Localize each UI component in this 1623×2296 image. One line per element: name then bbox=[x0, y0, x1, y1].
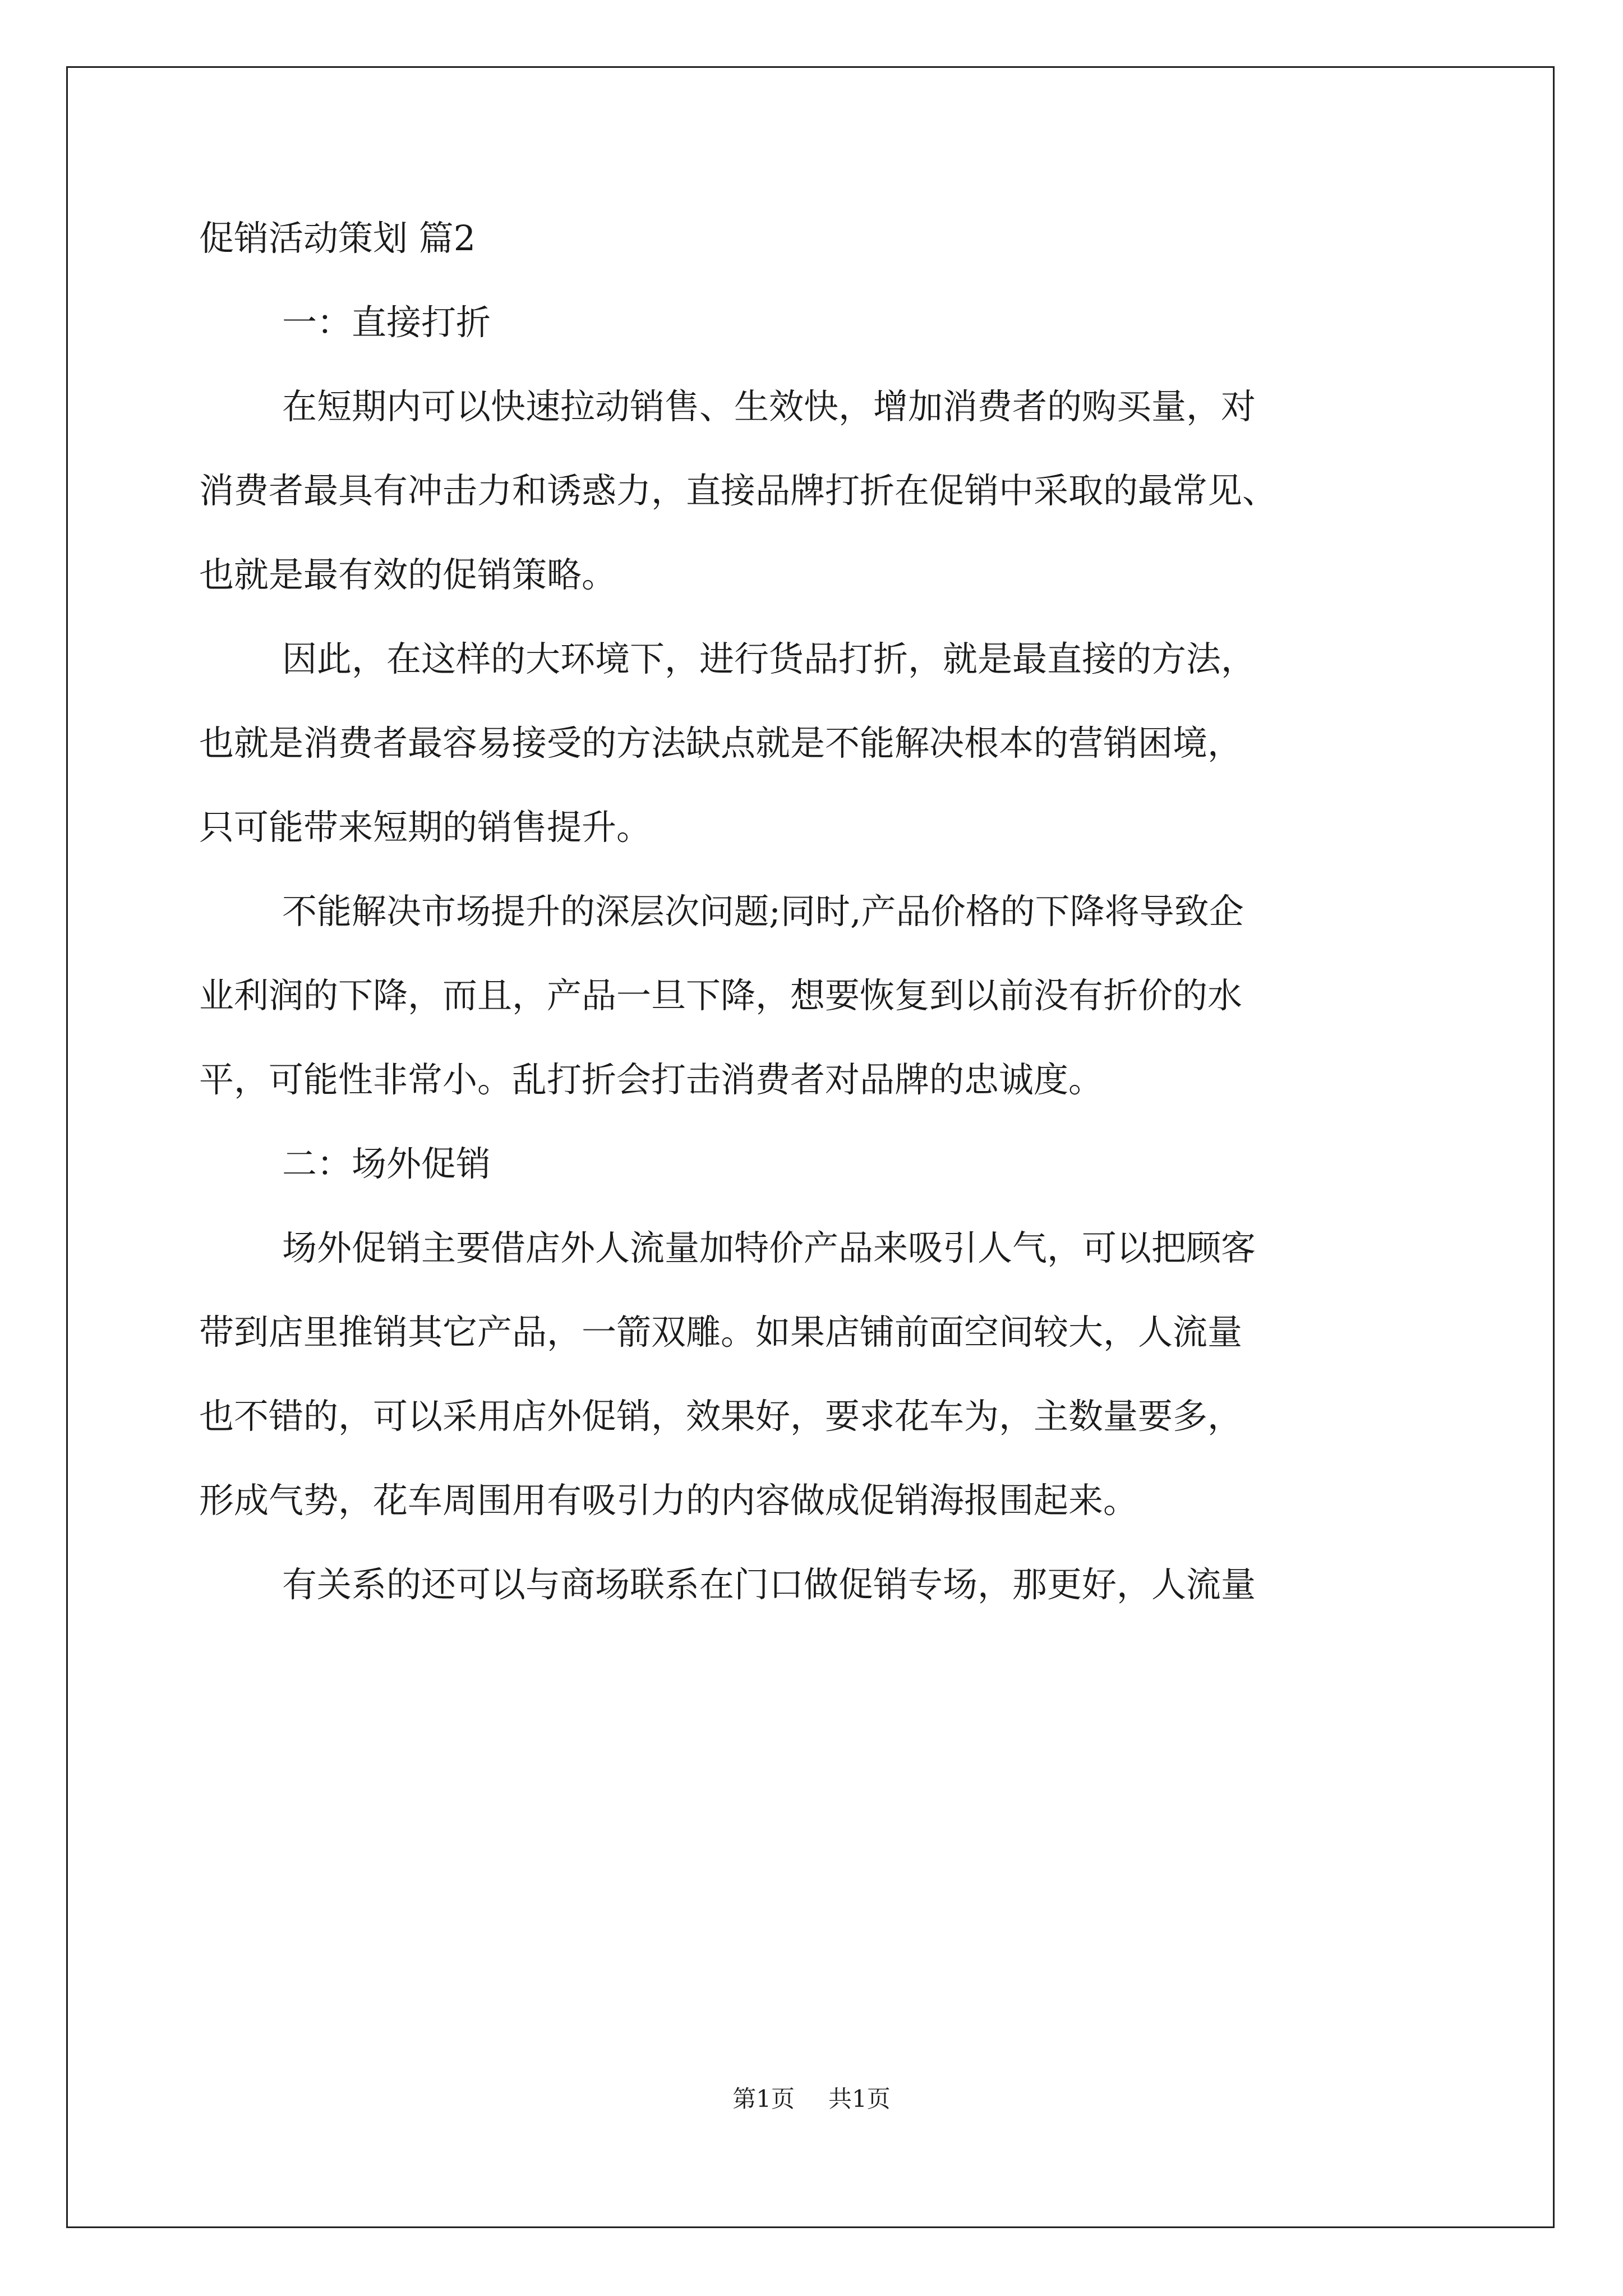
paragraph-line: 只可能带来短期的销售提升。 bbox=[199, 807, 652, 848]
paragraph-line: 也就是消费者最容易接受的方法缺点就是不能解决根本的营销困境， bbox=[199, 723, 1243, 763]
page-number: 第1页 bbox=[732, 2085, 795, 2113]
paragraph-line: 消费者最具有冲击力和诱惑力，直接品牌打折在促销中采取的最常见、 bbox=[199, 470, 1278, 511]
section-heading: 二：场外促销 bbox=[282, 1143, 491, 1184]
document-title: 促销活动策划 篇2 bbox=[199, 218, 476, 259]
paragraph-line: 形成气势，花车周围用有吸引力的内容做成促销海报围起来。 bbox=[199, 1480, 1138, 1521]
paragraph-line: 也不错的，可以采用店外促销，效果好，要求花车为，主数量要多， bbox=[199, 1396, 1243, 1437]
paragraph-line: 也就是最有效的促销策略。 bbox=[199, 554, 617, 595]
paragraph-line: 场外促销主要借店外人流量加特价产品来吸引人气，可以把顾客 bbox=[282, 1227, 1256, 1268]
page-footer bbox=[0, 2082, 1623, 2116]
paragraph-line: 有关系的还可以与商场联系在门口做促销专场，那更好，人流量 bbox=[282, 1564, 1256, 1605]
section-heading: 一：直接打折 bbox=[282, 302, 491, 343]
paragraph-line: 因此，在这样的大环境下，进行货品打折，就是最直接的方法， bbox=[282, 638, 1256, 679]
paragraph-line: 带到店里推销其它产品，一箭双雕。如果店铺前面空间较大，人流量 bbox=[199, 1312, 1243, 1352]
paragraph-line: 业利润的下降，而且，产品一旦下降，想要恢复到以前没有折价的水 bbox=[199, 975, 1243, 1016]
paragraph-line: 平，可能性非常小。乱打折会打击消费者对品牌的忠诚度。 bbox=[199, 1059, 1104, 1100]
page-total: 共1页 bbox=[828, 2085, 891, 2113]
paragraph-line: 不能解决市场提升的深层次问题;同时,产品价格的下降将导致企 bbox=[282, 891, 1244, 932]
paragraph-line: 在短期内可以快速拉动销售、生效快，增加消费者的购买量，对 bbox=[282, 386, 1256, 427]
